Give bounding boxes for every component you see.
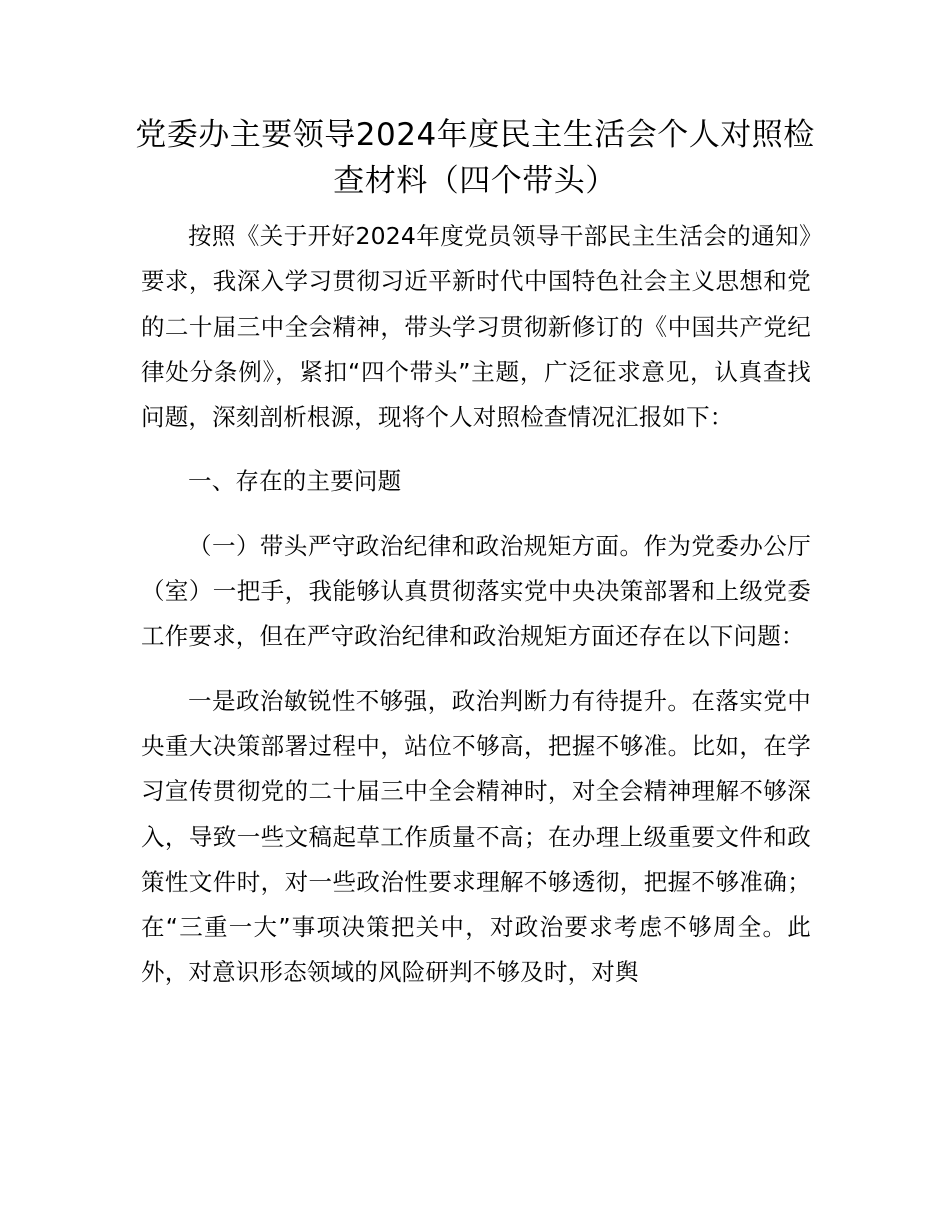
problem-paragraph: 一是政治敏锐性不够强，政治判断力有待提升。在落实党中央重大决策部署过程中，站位不够高，把握不够准。比如，在学习宣传贯彻党的二十届三中全会精神时，对全会精神理解不够深入，导致一些文稿起草工作质量不高；在办理上级重要文件和政策性文件时，对一些政治性要求理解不够透彻，把握不够准确；在“三重一大”事项决策把关中，对政治要求考虑不够周全。此外，对意识形态领域的风险研判不够及时，对舆 (141, 686, 811, 987)
document-body (141, 214, 811, 996)
subsection-paragraph: （一）带头严守政治纪律和政治规矩方面。作为党委办公厅（室）一把手，我能够认真贯彻落实党中央决策部署和上级党委工作要求，但在严守政治纪律和政治规矩方面还存在以下问题： (141, 531, 811, 651)
document-title: 党委办主要领导2024年度民主生活会个人对照检查材料（四个带头） (135, 117, 815, 199)
section-heading: 一、存在的主要问题 (188, 467, 402, 496)
intro-paragraph: 按照《关于开好2024年度党员领导干部民主生活会的通知》要求，我深入学习贯彻习近平新时代中国特色社会主义思想和党的二十届三中全会精神，带头学习贯彻新修订的《中国共产党纪律处分条例》，紧扣“四个带头”主题，广泛征求意见，认真查找问题，深刻剖析根源，现将个人对照检查情况汇报如下： (141, 222, 811, 432)
